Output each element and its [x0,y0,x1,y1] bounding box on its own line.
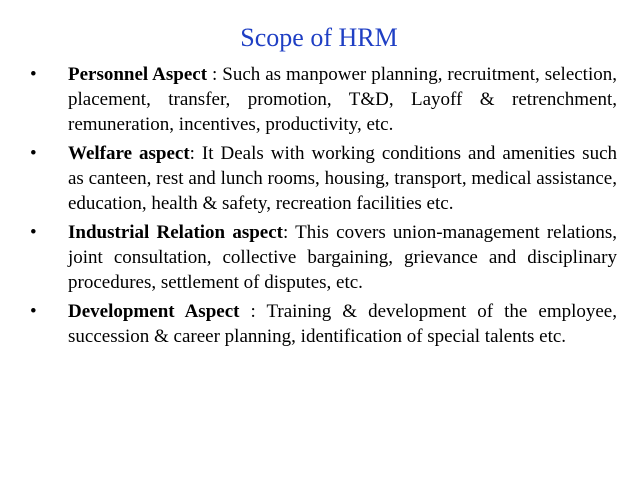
bullet-item-industrial-relation-aspect [30,220,617,295]
bullet-term: Welfare aspect [68,143,190,164]
bullet-item-personnel-aspect [30,62,617,137]
bullet-icon: • [30,143,37,164]
bullet-term: Personnel Aspect [68,64,208,85]
bullet-text: : Such as manpower planning, recruitment, selection, placement, transfer, promotion, T&D, Layoff & retrenchment, remuneration, incentives, productivity, etc. [68,64,617,135]
bullet-text: : It Deals with working conditions and amenities such as canteen, rest and lunch rooms, housing, transport, medical assistance, education, health & safety, recreation facilities etc. [68,143,618,214]
bullet-item-welfare-aspect [30,141,617,216]
bullet-icon: • [30,64,37,85]
bullet-list [30,62,617,353]
bullet-icon: • [30,301,37,322]
bullet-term: Development Aspect [68,301,240,322]
bullet-term: Industrial Relation aspect [68,222,283,243]
bullet-text: : This covers union-management relations, joint consultation, collective bargaining, grievance and disciplinary procedures, settlement of disputes, etc. [68,222,617,293]
slide-title: Scope of HRM [240,23,398,52]
bullet-item-development-aspect [30,299,617,349]
bullet-text: : Training & development of the employee, succession & career planning, identification of special talents etc. [68,301,617,347]
bullet-icon: • [30,222,37,243]
